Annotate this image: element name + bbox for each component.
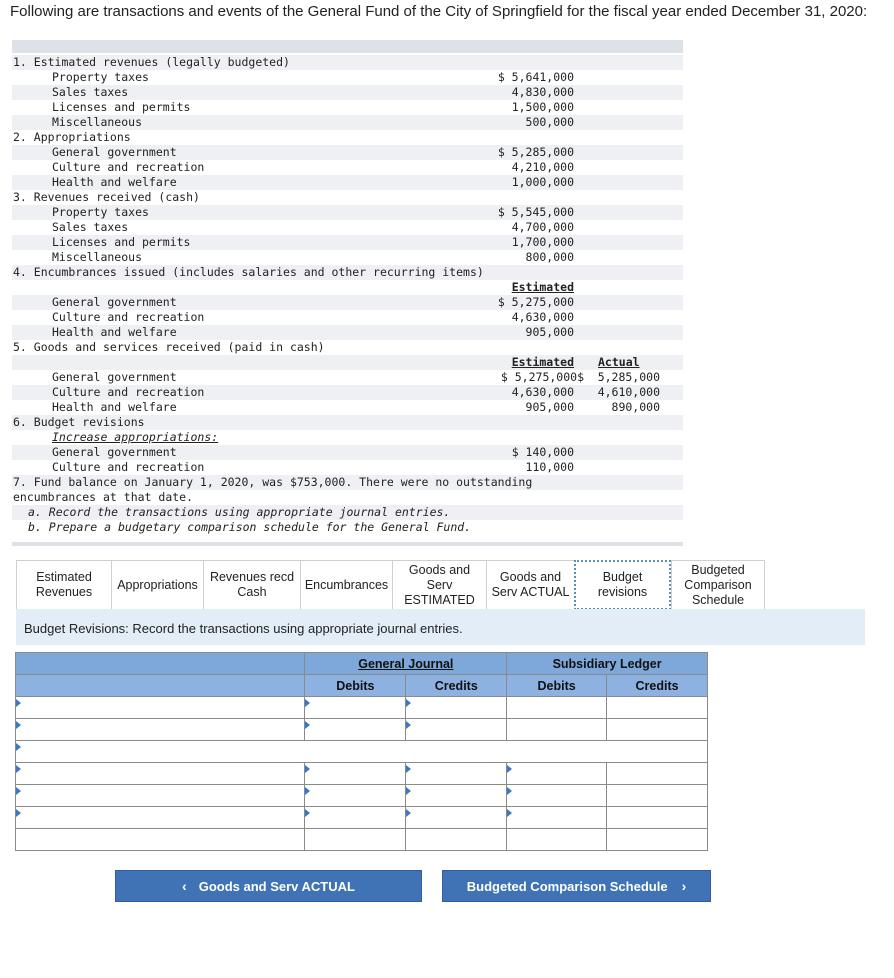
gj-credit-input[interactable] (406, 785, 506, 806)
t4-label: Culture and recreation (52, 310, 205, 324)
t3-label: Sales taxes (52, 220, 129, 234)
t1-label: Licenses and permits (52, 100, 191, 114)
t4-title: 4. Encumbrances issued (includes salaries and other recurring items) (13, 265, 484, 279)
account-input[interactable] (16, 719, 304, 740)
t2-title: 2. Appropriations (13, 130, 131, 144)
gj-credit-cell[interactable] (406, 763, 507, 785)
t1-amount: 500,000 (525, 115, 574, 129)
page-heading: Following are transactions and events of the General Fund of the City of Springfield for the fiscal year ended December 31, 2020: (10, 3, 868, 20)
t3-label: Licenses and permits (52, 235, 191, 249)
gj-debit-cell (305, 829, 406, 851)
t5-label: Culture and recreation (52, 385, 205, 399)
table-row (16, 763, 708, 785)
t1-label: Miscellaneous (52, 115, 143, 129)
gj-debit-cell[interactable] (305, 719, 406, 741)
sl-debit-cell[interactable] (507, 785, 607, 807)
sl-debit-cell (507, 697, 607, 719)
divider (12, 542, 683, 546)
t5-col-estimated: Estimated (511, 355, 574, 369)
entry-input[interactable] (16, 741, 707, 762)
t5-estimated: 4,630,000 (511, 385, 574, 399)
t2-amount: 4,210,000 (511, 160, 574, 174)
t1-title: 1. Estimated revenues (legally budgeted) (13, 55, 290, 69)
next-button[interactable] (442, 870, 711, 902)
gj-debit-input[interactable] (305, 785, 405, 806)
account-input[interactable] (16, 697, 304, 718)
tab-goods-serv-actual[interactable]: Goods and Serv ACTUAL (486, 560, 574, 610)
sl-credit-cell (607, 697, 708, 719)
account-cell (16, 829, 305, 851)
sl-debits-header: Debits (507, 675, 607, 697)
table-row (16, 741, 708, 763)
chevron-left-icon: ‹ (182, 878, 187, 894)
gj-debit-input[interactable] (305, 807, 405, 828)
gj-credit-cell[interactable] (406, 719, 507, 741)
gj-debit-input[interactable] (305, 719, 405, 740)
general-journal-header: General Journal (305, 653, 507, 675)
prev-button-label: Goods and Serv ACTUAL (198, 878, 355, 894)
account-input[interactable] (16, 807, 304, 828)
t3-amount: 4,700,000 (511, 220, 574, 234)
t3-amount: 1,700,000 (511, 235, 574, 249)
t1-label: Property taxes (52, 70, 149, 84)
tab-goods-serv-estimated[interactable]: Goods and Serv ESTIMATED (392, 560, 486, 610)
t4-label: General government (52, 295, 177, 309)
sl-debit-cell[interactable] (507, 763, 607, 785)
tab-encumbrances[interactable]: Encumbrances (300, 560, 392, 610)
t5-actual: 890,000 (611, 400, 660, 414)
gj-credit-input[interactable] (406, 719, 506, 740)
t5-label: Health and welfare (52, 400, 177, 414)
account-input[interactable] (16, 785, 304, 806)
account-input[interactable] (16, 763, 304, 784)
header-blank (16, 653, 305, 675)
t6-subtitle: Increase appropriations: (52, 430, 219, 444)
table-row (16, 785, 708, 807)
sl-credit-cell[interactable] (607, 807, 708, 829)
sl-debit-cell (507, 719, 607, 741)
t5-estimated: 905,000 (525, 400, 574, 414)
tab-budgeted-comparison-schedule[interactable]: Budgeted Comparison Schedule (671, 560, 765, 610)
sl-credit-cell (607, 829, 708, 851)
sl-credits-header: Credits (607, 675, 708, 697)
table-row (16, 807, 708, 829)
sl-debit-cell[interactable] (507, 807, 607, 829)
sl-credit-cell (607, 719, 708, 741)
gj-debit-cell[interactable] (305, 785, 406, 807)
t5-actual: 5,285,000 (597, 370, 660, 384)
gj-credit-cell[interactable] (406, 807, 507, 829)
tab-bar (16, 560, 765, 610)
gj-debit-input[interactable] (305, 697, 405, 718)
tab-estimated-revenues[interactable]: Estimated Revenues (16, 560, 111, 610)
account-cell[interactable] (16, 785, 305, 807)
gj-credit-cell[interactable] (406, 785, 507, 807)
sl-credit-cell[interactable] (607, 785, 708, 807)
t3-amount: $ 5,545,000 (497, 205, 574, 219)
t7-line2: encumbrances at that date. (13, 490, 194, 504)
t5-estimated: $ 5,275,000$ (500, 370, 584, 384)
subsidiary-ledger-header: Subsidiary Ledger (507, 653, 708, 675)
requirement-a: a. Record the transactions using appropriate journal entries. (28, 505, 451, 519)
gj-debits-header: Debits (305, 675, 406, 697)
account-cell[interactable] (16, 763, 305, 785)
entry-cell[interactable] (16, 741, 708, 763)
t2-label: General government (52, 145, 177, 159)
t5-title: 5. Goods and services received (paid in cash) (13, 340, 325, 354)
sl-debit-input[interactable] (507, 763, 606, 784)
t4-amount: $ 5,275,000 (497, 295, 574, 309)
gj-debit-input[interactable] (305, 763, 405, 784)
instruction-bar (16, 609, 865, 645)
t2-label: Health and welfare (52, 175, 177, 189)
account-cell[interactable] (16, 719, 305, 741)
t6-amount: 110,000 (525, 460, 574, 474)
t4-label: Health and welfare (52, 325, 177, 339)
sl-debit-input[interactable] (507, 785, 606, 806)
t5-label: General government (52, 370, 177, 384)
gj-credit-cell (406, 829, 507, 851)
prev-button[interactable] (115, 870, 422, 902)
t7-line1: 7. Fund balance on January 1, 2020, was $753,000. There were no outstanding (13, 475, 533, 489)
sl-credit-cell[interactable] (607, 763, 708, 785)
t2-amount: $ 5,285,000 (497, 145, 574, 159)
sl-debit-input[interactable] (507, 807, 606, 828)
t3-label: Property taxes (52, 205, 149, 219)
t2-amount: 1,000,000 (511, 175, 574, 189)
sl-credit-input[interactable] (607, 807, 707, 828)
journal-table (15, 652, 708, 851)
gj-debit-cell[interactable] (305, 697, 406, 719)
gj-credit-input[interactable] (406, 697, 506, 718)
t6-amount: $ 140,000 (511, 445, 574, 459)
gj-credit-cell[interactable] (406, 697, 507, 719)
gj-credit-input[interactable] (406, 763, 506, 784)
table-row (16, 829, 708, 851)
t6-label: Culture and recreation (52, 460, 205, 474)
t6-title: 6. Budget revisions (13, 415, 145, 429)
t4-amount: 4,630,000 (511, 310, 574, 324)
top-bar (12, 40, 683, 53)
t3-title: 3. Revenues received (cash) (13, 190, 200, 204)
table-row (16, 719, 708, 741)
tab-budget-revisions[interactable]: Budget revisions (574, 560, 671, 610)
next-button-label: Budgeted Comparison Schedule (466, 878, 668, 894)
account-cell[interactable] (16, 807, 305, 829)
sl-credit-input[interactable] (607, 785, 707, 806)
t3-amount: 800,000 (525, 250, 574, 264)
header-blank (16, 675, 305, 697)
t4-col-estimated: Estimated (511, 280, 574, 294)
instruction-text: Budget Revisions: Record the transactions using appropriate journal entries. (24, 621, 463, 636)
gj-debit-cell[interactable] (305, 807, 406, 829)
t4-amount: 905,000 (525, 325, 574, 339)
t6-label: General government (52, 445, 177, 459)
tab-appropriations[interactable]: Appropriations (111, 560, 203, 610)
sl-debit-cell (507, 829, 607, 851)
gj-debit-cell[interactable] (305, 763, 406, 785)
t5-actual: 4,610,000 (597, 385, 660, 399)
t1-label: Sales taxes (52, 85, 129, 99)
account-cell[interactable] (16, 697, 305, 719)
chevron-right-icon: › (681, 878, 687, 894)
requirement-b: b. Prepare a budgetary comparison schedule for the General Fund. (28, 520, 472, 534)
sl-credit-input[interactable] (607, 763, 707, 784)
t2-label: Culture and recreation (52, 160, 205, 174)
t3-label: Miscellaneous (52, 250, 143, 264)
gj-credits-header: Credits (406, 675, 507, 697)
row-stripe (12, 355, 683, 370)
t1-amount: 1,500,000 (511, 100, 574, 114)
table-row (16, 697, 708, 719)
t1-amount: $ 5,641,000 (497, 70, 574, 84)
gj-credit-input[interactable] (406, 807, 506, 828)
tab-revenues-recd-cash[interactable]: Revenues recd Cash (203, 560, 300, 610)
t5-col-actual: Actual (598, 355, 640, 369)
t1-amount: 4,830,000 (511, 85, 574, 99)
